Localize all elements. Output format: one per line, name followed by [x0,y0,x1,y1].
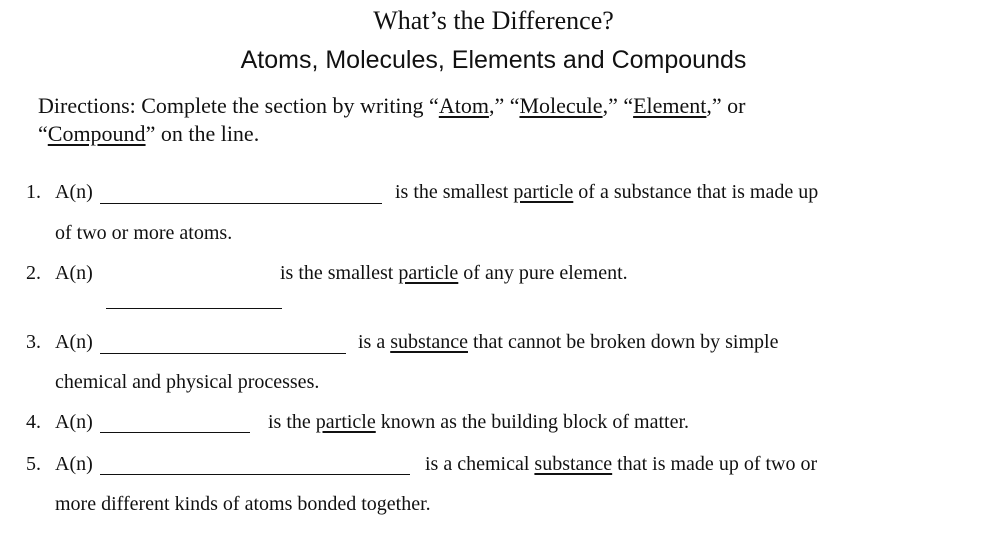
keyword: particle [513,181,574,203]
question-lead: A(n) [55,453,93,475]
directions-text: ” on the line. [145,121,260,146]
question-text-after: that cannot be broken down by simple [467,331,779,353]
separator: ,” “ [602,93,634,118]
question-text-after: that is made up of two or [612,453,818,475]
question-text-before: is the smallest [395,181,514,203]
question-lead: A(n) [55,262,93,284]
question-lead: A(n) [55,331,93,353]
directions-text: “ [38,121,48,146]
question-text-after: of a substance that is made up [573,181,819,203]
question-number: 2. [26,262,41,284]
question-continuation: chemical and physical processes. [55,371,320,393]
question-lead: A(n) [55,181,93,203]
directions-line-1 [38,93,746,119]
question-number: 4. [26,411,41,433]
question-text-after: known as the building block of matter. [375,411,690,433]
question-text [425,453,817,476]
question-continuation: of two or more atoms. [55,222,233,244]
directions-line-2 [38,121,259,147]
answer-blank-1[interactable] [100,203,382,204]
worksheet-title: What’s the Difference? [373,6,614,35]
answer-blank-5[interactable] [100,474,410,475]
worksheet-subtitle: Atoms, Molecules, Elements and Compounds [240,46,747,74]
question-text-before: is a [358,331,391,353]
question-text [395,181,818,204]
directions-text: Directions: Complete the section by writing “ [38,93,439,118]
keyword: substance [534,453,613,475]
question-text [268,411,689,434]
separator: ,” “ [488,93,520,118]
question-text-before: is the smallest [280,262,399,284]
directions-text: ,” or [706,93,746,118]
keyword: particle [398,262,459,284]
keyword: substance [390,331,468,353]
question-text-after: of any pure element. [458,262,628,284]
question-number: 1. [26,181,41,203]
question-lead: A(n) [55,411,93,433]
question-number: 5. [26,453,41,475]
answer-blank-2[interactable] [106,308,282,309]
option-element: Element [633,93,707,118]
answer-blank-4[interactable] [100,432,250,433]
question-continuation: more different kinds of atoms bonded together. [55,493,431,515]
option-atom: Atom [438,93,489,118]
answer-blank-3[interactable] [100,353,346,354]
question-number: 3. [26,331,41,353]
keyword: particle [315,411,376,433]
question-text-before: is a chemical [425,453,535,475]
question-text-before: is the [268,411,316,433]
option-compound: Compound [47,121,146,146]
question-text [358,331,778,354]
option-molecule: Molecule [519,93,603,118]
question-text [280,262,628,285]
